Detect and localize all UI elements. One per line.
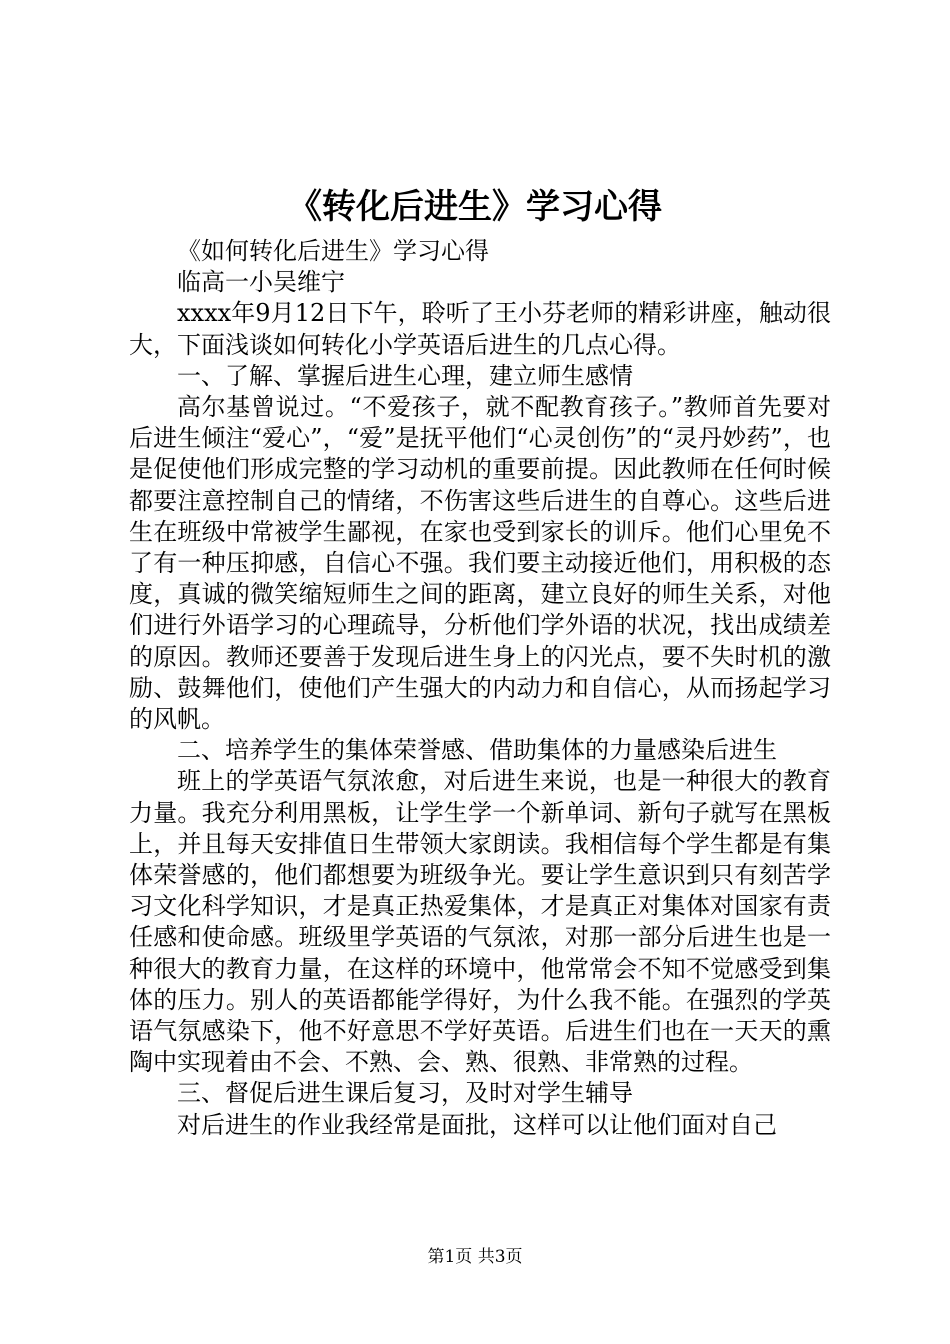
section-body-1: 高尔基曾说过。“不爱孩子，就不配教育孩子。”教师首先要对后进生倾注“爱心”，“爱”是抚平他们“心灵创伤”的“灵丹妙药”，也是促使他们形成完整的学习动机的重要前提。因此教师在任何时候都要注意控制自己的情绪，不伤害这些后进生的自尊心。这些后进生在班级中常被学生鄙视，在家也受到家长的训斥。他们心里免不了有一种压抑感，自信心不强。我们要主动接近他们，用积极的态度，真诚的微笑缩短师生之间的距离，建立良好的师生关系，对他们进行外语学习的心理疏导，分析他们学外语的状况，找出成绩差的原因。教师还要善于发现后进生身上的闪光点，要不失时机的激励、鼓舞他们，使他们产生强大的内动力和自信心，从而扬起学习的风帆。 — [129, 393, 831, 734]
author-paragraph: 临高一小吴维宁 — [177, 268, 345, 297]
subtitle-paragraph: 《如何转化后进生》学习心得 — [177, 237, 489, 265]
intro-paragraph: xxxx年9月12日下午，聆听了王小芬老师的精彩讲座，触动很大，下面浅谈如何转化小学英语后进生的几点心得。 — [129, 299, 831, 359]
section-heading-3: 三、督促后进生课后复习，及时对学生辅导 — [177, 1079, 633, 1108]
section-heading-1: 一、了解、掌握后进生心理，建立师生感情 — [177, 361, 633, 390]
section-body-2: 班上的学英语气氛浓愈，对后进生来说，也是一种很大的教育力量。我充分利用黑板，让学生学一个新单词、新句子就写在黑板上，并且每天安排值日生带领大家朗读。我相信每个学生都是有集体荣誉感的，他们都想要为班级争光。要让学生意识到只有刻苦学习文化科学知识，才是真正热爱集体，才是真正对集体对国家有责任感和使命感。班级里学英语的气氛浓，对那一部分后进生也是一种很大的教育力量，在这样的环境中，他常常会不知不觉感受到集体的压力。别人的英语都能学得好，为什么我不能。在强烈的学英语气氛感染下，他不好意思不学好英语。后进生们也在一天天的熏陶中实现着由不会、不熟、会、熟、很熟、非常熟的过程。 — [129, 767, 831, 1077]
document-title: 《转化后进生》学习心得 — [288, 187, 662, 227]
document-body — [129, 236, 831, 1141]
page-footer: 第1页 共3页 — [427, 1247, 523, 1267]
section-body-3: 对后进生的作业我经常是面批，这样可以让他们面对自己 — [177, 1110, 777, 1139]
section-heading-2: 二、培养学生的集体荣誉感、借助集体的力量感染后进生 — [177, 736, 777, 765]
